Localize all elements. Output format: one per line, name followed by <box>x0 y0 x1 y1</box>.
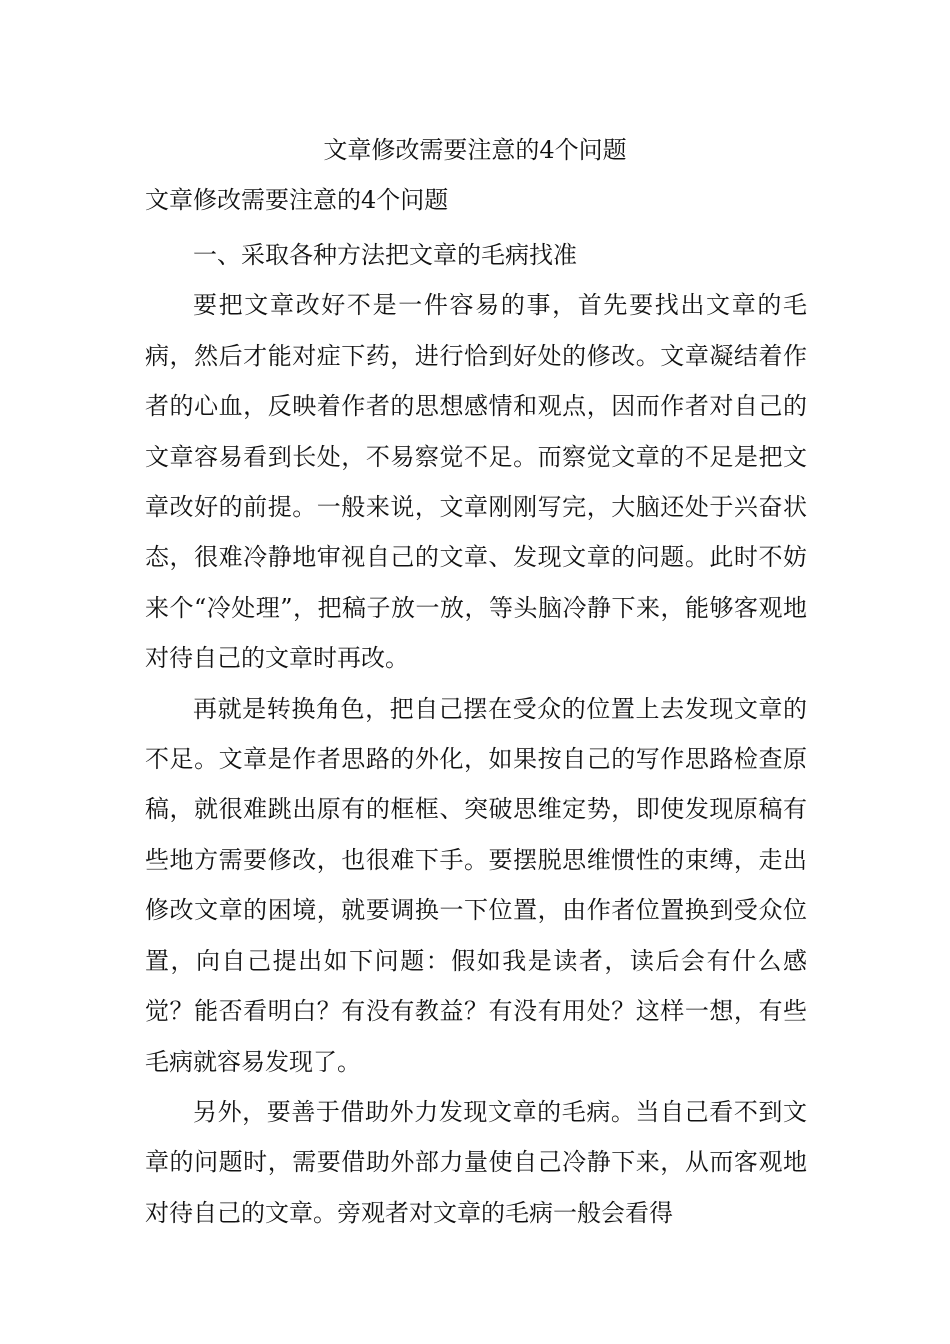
paragraph-3: 另外，要善于借助外力发现文章的毛病。当自己看不到文章的问题时，需要借助外部力量使自己冷静下来，从而客观地对待自己的文章。旁观者对文章的毛病一般会看得 <box>145 1097 807 1227</box>
section-heading: 一、采取各种方法把文章的毛病找准 <box>193 241 577 269</box>
paragraph-2: 再就是转换角色，把自己摆在受众的位置上去发现文章的不足。文章是作者思路的外化，如果按自己的写作思路检查原稿，就很难跳出原有的框框、突破思维定势，即使发现原稿有些地方需要修改，也很难下手。要摆脱思维惯性的束缚，走出修改文章的困境，就要调换一下位置，由作者位置换到受众位置，向自己提出如下问题：假如我是读者，读后会有什么感觉？能否看明白？有没有教益？有没有用处？这样一想，有些毛病就容易发现了。 <box>145 694 807 1076</box>
document-subtitle: 文章修改需要注意的4个问题 <box>145 186 449 214</box>
paragraph-1: 要把文章改好不是一件容易的事，首先要找出文章的毛病，然后才能对症下药，进行恰到好处的修改。文章凝结着作者的心血，反映着作者的思想感情和观点，因而作者对自己的文章容易看到长处，不易察觉不足。而察觉文章的不足是把文章改好的前提。一般来说，文章刚刚写完，大脑还处于兴奋状态，很难冷静地审视自己的文章、发现文章的问题。此时不妨来个“冷处理”，把稿子放一放，等头脑冷静下来，能够客观地对待自己的文章时再改。 <box>145 291 807 673</box>
document-title: 文章修改需要注意的4个问题 <box>323 136 627 164</box>
document-body <box>145 230 807 1238</box>
